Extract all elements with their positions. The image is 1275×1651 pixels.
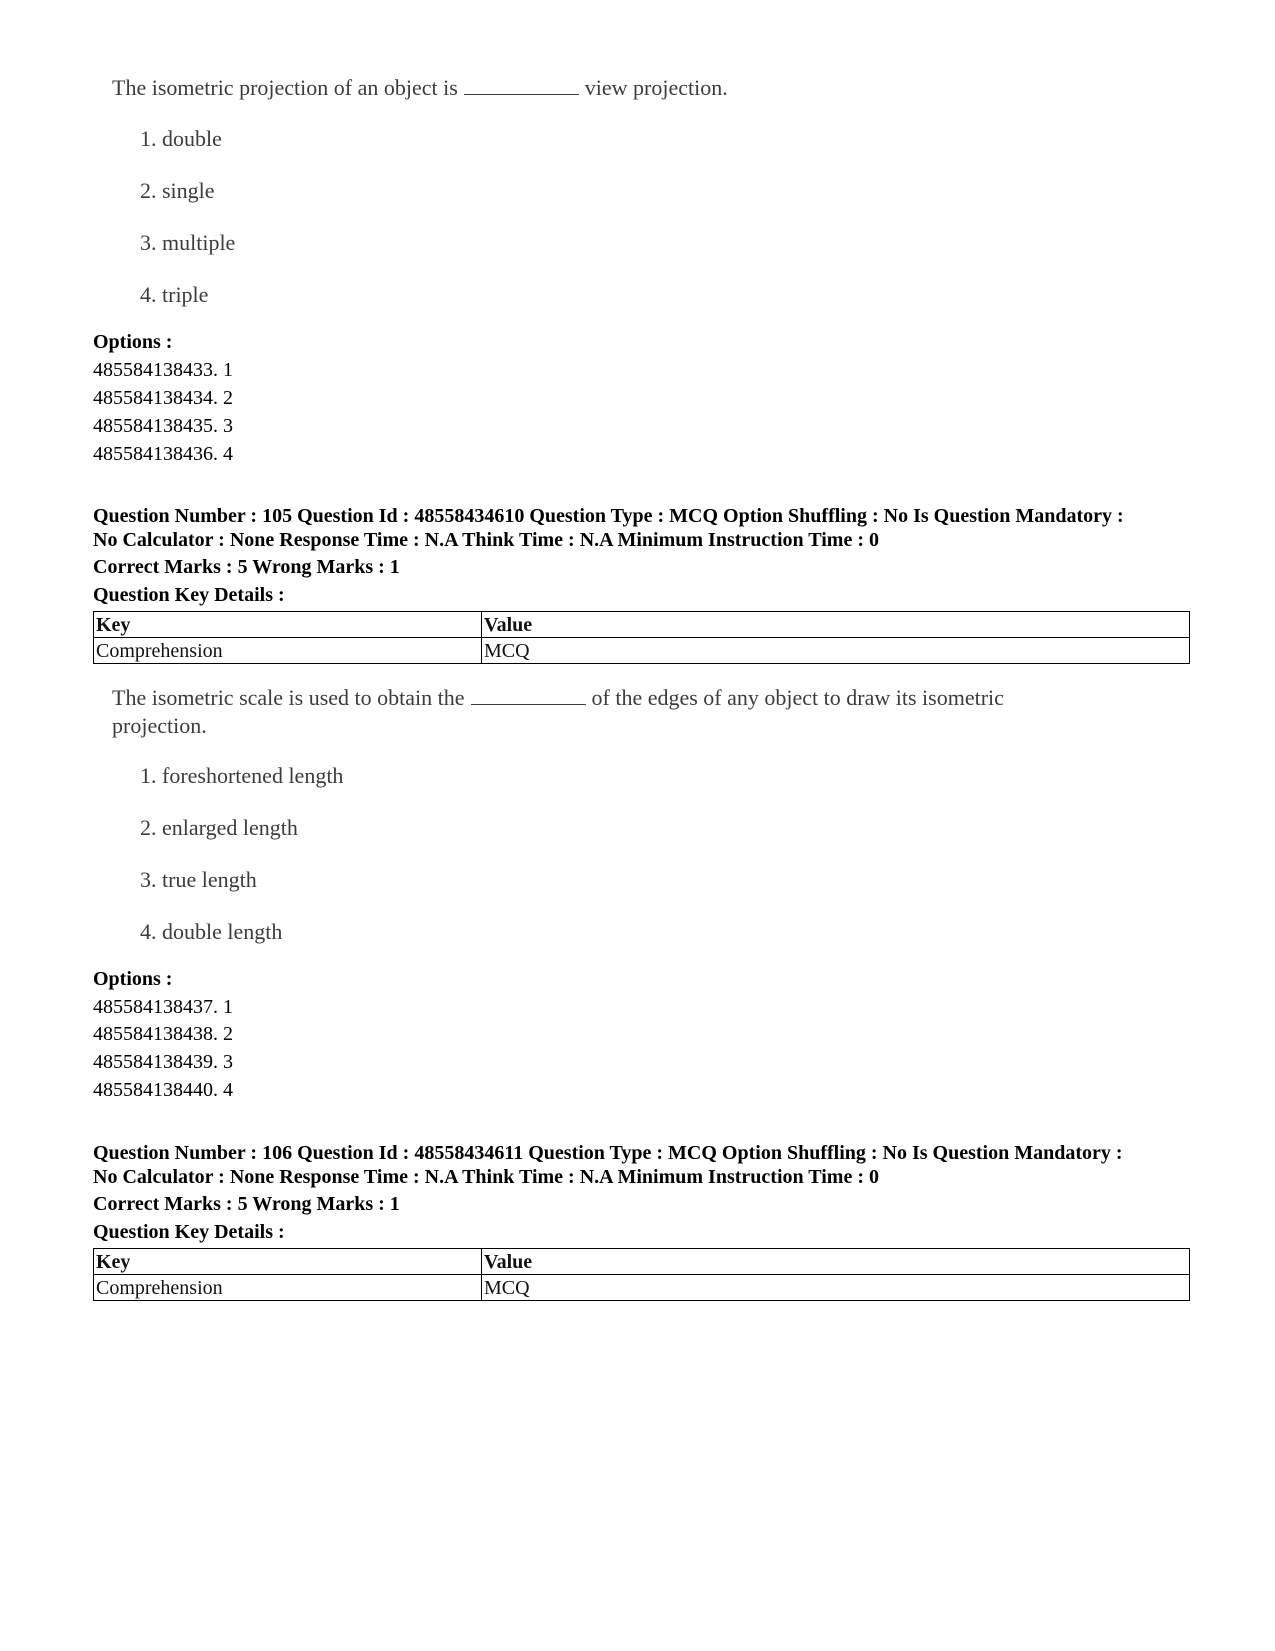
question-text-part: The isometric scale is used to obtain the (112, 685, 465, 710)
table-header-value: Value (482, 1249, 1190, 1275)
question-text-part: view projection. (584, 75, 728, 100)
option-id: 485584138439. 3 (93, 1051, 233, 1073)
question-text-part: projection. (112, 713, 207, 738)
table-row (94, 1275, 1190, 1301)
table-cell-value: MCQ (482, 638, 1190, 664)
table-header-value: Value (482, 612, 1190, 638)
table-header-key: Key (94, 612, 482, 638)
marks-line: Correct Marks : 5 Wrong Marks : 1 (93, 556, 400, 578)
option-id: 485584138435. 3 (93, 415, 233, 437)
option-id: 485584138437. 1 (93, 996, 233, 1018)
question-meta-line: No Calculator : None Response Time : N.A Think Time : N.A Minimum Instruction Time : 0 (93, 529, 879, 551)
choice-item: 4. triple (140, 282, 209, 307)
question-text (112, 74, 728, 102)
choice-item: 3. true length (140, 867, 257, 892)
table-row (94, 1249, 1190, 1275)
question-meta-line: No Calculator : None Response Time : N.A Think Time : N.A Minimum Instruction Time : 0 (93, 1166, 879, 1188)
table-cell-value: MCQ (482, 1275, 1190, 1301)
choice-item: 2. single (140, 178, 215, 203)
marks-line: Correct Marks : 5 Wrong Marks : 1 (93, 1193, 400, 1215)
choice-item: 2. enlarged length (140, 815, 298, 840)
option-id: 485584138438. 2 (93, 1023, 233, 1045)
choice-item: 1. double (140, 126, 222, 151)
question-meta-line: Question Number : 105 Question Id : 48558434610 Question Type : MCQ Option Shuffling : No Is Question Mandatory : (93, 505, 1124, 527)
key-details-table (93, 611, 1190, 664)
question-text-part: of the edges of any object to draw its isometric (591, 685, 1004, 710)
choice-item: 3. multiple (140, 230, 236, 255)
question-text-part: The isometric projection of an object is (112, 75, 458, 100)
question-meta (93, 504, 1203, 552)
fill-blank (464, 76, 579, 95)
question-meta (93, 1141, 1203, 1189)
option-id: 485584138436. 4 (93, 443, 233, 465)
options-label: Options : (93, 968, 173, 990)
table-row (94, 638, 1190, 664)
choice-item: 4. double length (140, 919, 283, 944)
table-cell-key: Comprehension (94, 1275, 482, 1301)
table-cell-key: Comprehension (94, 638, 482, 664)
table-header-key: Key (94, 1249, 482, 1275)
key-details-table (93, 1248, 1190, 1301)
key-details-label: Question Key Details : (93, 584, 285, 606)
table-row (94, 612, 1190, 638)
choice-item: 1. foreshortened length (140, 763, 344, 788)
option-id: 485584138433. 1 (93, 359, 233, 381)
key-details-label: Question Key Details : (93, 1221, 285, 1243)
options-label: Options : (93, 331, 173, 353)
fill-blank (471, 686, 586, 705)
question-text (112, 684, 1004, 740)
option-id: 485584138434. 2 (93, 387, 233, 409)
option-id: 485584138440. 4 (93, 1079, 233, 1101)
question-meta-line: Question Number : 106 Question Id : 48558434611 Question Type : MCQ Option Shuffling : No Is Question Mandatory : (93, 1142, 1123, 1164)
